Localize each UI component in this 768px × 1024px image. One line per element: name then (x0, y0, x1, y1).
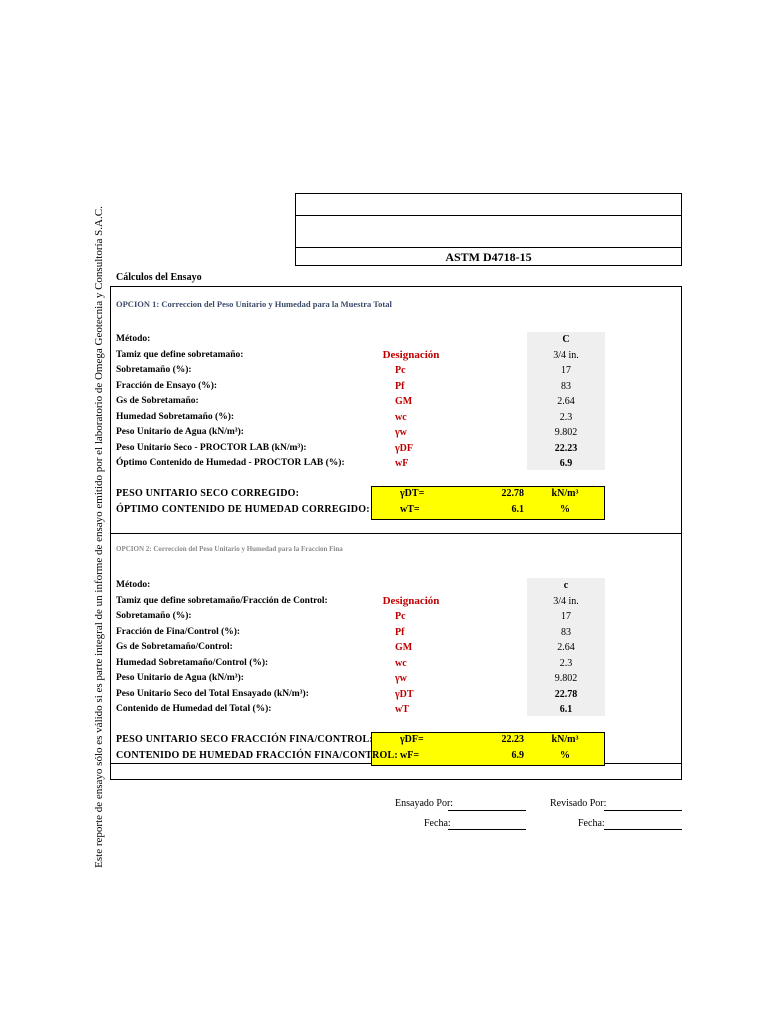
option2-row-value: 2.64 (557, 642, 575, 653)
option1-row-label: Sobretamaño (%): (116, 365, 192, 375)
option2-result-unit: kN/m³ (551, 734, 579, 745)
header-divider-1 (295, 215, 682, 216)
option2-row-label: Humedad Sobretamaño/Control (%): (116, 657, 269, 668)
option1-row-value: 2.64 (557, 396, 575, 407)
option2-row-symbol: γw (395, 673, 407, 684)
option1-row-value: 83 (561, 380, 571, 392)
header-divider-2 (295, 247, 682, 248)
option2-designation: Designación (382, 595, 440, 607)
reviewed-by-line[interactable] (604, 810, 682, 811)
option2-row-symbol: wc (395, 657, 407, 669)
option1-row-value: C (562, 334, 570, 345)
option1-row-symbol: GM (395, 396, 413, 407)
option1-row-label: Peso Unitario Seco - PROCTOR LAB (kN/m³): (116, 442, 307, 453)
option2-row-value: 6.1 (559, 704, 573, 715)
option2-row-label: Tamiz que define sobretamaño/Fracción de Control: (116, 595, 328, 606)
option2-row-label: Peso Unitario Seco del Total Ensayado (kN/m³): (116, 688, 309, 699)
option2-result-unit: % (560, 750, 570, 761)
option2-result-value: 22.23 (501, 734, 524, 745)
tested-by-label: Ensayado Por: (395, 798, 454, 809)
option2-row-label: Sobretamaño (%): (116, 611, 192, 621)
option1-row-value: 6.9 (559, 458, 573, 469)
calc-title: Cálculos del Ensayo (116, 272, 202, 283)
option2-result-label: CONTENIDO DE HUMEDAD FRACCIÓN FINA/CONTROL: (116, 750, 398, 761)
option1-row-symbol: Pf (395, 380, 405, 392)
option2-result-symbol: wF= (400, 750, 420, 761)
option1-row-label: Método: (116, 334, 151, 344)
option1-result-label: PESO UNITARIO SECO CORREGIDO: (116, 488, 300, 499)
date1-label: Fecha: (424, 818, 451, 829)
option1-row-symbol: wF (395, 458, 409, 469)
option2-row-label: Gs de Sobretamaño/Control: (116, 642, 233, 652)
option1-row-value: 22.23 (554, 442, 578, 454)
option2-result-symbol: γDF= (400, 734, 424, 745)
option2-row-symbol: γDT (395, 688, 414, 700)
option1-result-unit: kN/m³ (551, 488, 579, 499)
option2-row-value: 17 (561, 611, 571, 622)
option2-row-label: Contenido de Humedad del Total (%): (116, 704, 272, 714)
option1-row-symbol: Pc (395, 365, 406, 376)
option2-row-symbol: wT (395, 704, 409, 715)
option1-result-unit: % (560, 504, 570, 515)
option1-row-label: Óptimo Contenido de Humedad - PROCTOR LAB (%): (116, 458, 345, 468)
option1-result-label: ÓPTIMO CONTENIDO DE HUMEDAD CORREGIDO: (116, 504, 370, 515)
option1-row-value: 17 (561, 365, 571, 376)
option1-row-symbol: γDF (395, 442, 414, 454)
option1-result-value: 6.1 (511, 504, 524, 515)
option1-row-label: Fracción de Ensayo (%): (116, 380, 218, 391)
option1-result-symbol: γDT= (400, 488, 425, 499)
standard-title: ASTM D4718-15 (445, 250, 532, 264)
option1-row-label: Tamiz que define sobretamaño: (116, 349, 244, 360)
option1-row-value: 3/4 in. (553, 349, 579, 361)
option1-row-value: 9.802 (554, 427, 578, 438)
option2-row-symbol: Pc (395, 611, 406, 622)
option2-row-label: Método: (116, 580, 151, 590)
option2-row-value: 83 (561, 626, 571, 638)
option2-row-value: 3/4 in. (553, 595, 579, 607)
option1-result-value: 22.78 (501, 488, 524, 499)
option2-result-label: PESO UNITARIO SECO FRACCIÓN FINA/CONTROL: (116, 734, 373, 745)
option1-designation: Designación (382, 349, 440, 361)
validity-note: Este reporte de ensayo sólo es válido si es parte integral de un informe de ensayo emitido por el laboratorio de Omega Geotecnia y Consultoría S.A.C. (93, 206, 105, 868)
date2-line[interactable] (604, 829, 682, 830)
option2-row-symbol: GM (395, 642, 413, 653)
option2-row-label: Fracción de Fina/Control (%): (116, 626, 241, 637)
option2-title: OPCION 2: Correccion del Peso Unitario y Humedad para la Fraccion Fina (116, 545, 343, 553)
option2-row-value: 22.78 (554, 688, 578, 700)
option2-row-symbol: Pf (395, 626, 405, 638)
date2-label: Fecha: (578, 818, 605, 829)
option2-result-value: 6.9 (511, 750, 524, 761)
tested-by-line[interactable] (448, 810, 526, 811)
option1-title: OPCION 1: Correccion del Peso Unitario y Humedad para la Muestra Total (116, 299, 392, 309)
option1-row-label: Gs de Sobretamaño: (116, 396, 199, 406)
date1-line[interactable] (448, 829, 526, 830)
option2-row-label: Peso Unitario de Agua (kN/m³): (116, 673, 244, 683)
section-divider-1 (110, 533, 682, 534)
option1-row-symbol: wc (395, 411, 407, 423)
option1-row-symbol: γw (395, 427, 407, 438)
option2-row-value: 9.802 (554, 673, 578, 684)
option2-row-value: c (563, 580, 569, 591)
option2-row-value: 2.3 (559, 657, 573, 669)
option1-result-symbol: wT= (400, 504, 420, 515)
option1-row-label: Peso Unitario de Agua (kN/m³): (116, 427, 244, 437)
option1-row-value: 2.3 (559, 411, 573, 423)
reviewed-by-label: Revisado Por: (550, 798, 607, 809)
option1-row-label: Humedad Sobretamaño (%): (116, 411, 235, 422)
